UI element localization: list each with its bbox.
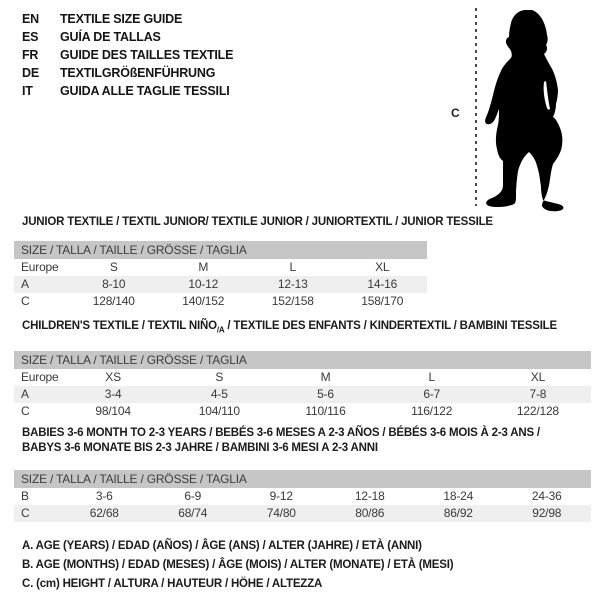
size-cell: 122/128 bbox=[516, 404, 559, 418]
table-row-height bbox=[14, 403, 591, 420]
size-cell: 14-16 bbox=[367, 277, 398, 291]
size-cell: 104/110 bbox=[198, 404, 240, 418]
size-cell: 7-8 bbox=[529, 387, 547, 401]
language-row-de bbox=[22, 64, 233, 82]
size-cell: 18-24 bbox=[443, 489, 474, 503]
row-label: C bbox=[21, 404, 30, 418]
size-cell: 110/116 bbox=[305, 404, 346, 418]
size-cell: 10-12 bbox=[188, 277, 219, 291]
table-row-height bbox=[14, 293, 427, 310]
language-code: IT bbox=[22, 84, 33, 98]
size-cell: 12-18 bbox=[354, 489, 385, 503]
height-measure-label: C bbox=[451, 106, 460, 120]
babies-section bbox=[14, 426, 591, 522]
size-cell: 152/158 bbox=[271, 294, 314, 308]
size-cell: 9-12 bbox=[269, 489, 293, 503]
size-cell: 68/74 bbox=[178, 506, 208, 520]
row-label: C bbox=[21, 506, 30, 520]
size-cell: 3-6 bbox=[95, 489, 113, 503]
footnote-age-months: B. AGE (MONTHS) / EDAD (MESES) / ÂGE (MOIS) / ALTER (MONATE) / ETÀ (MESI) bbox=[22, 559, 454, 571]
children-title-pre: CHILDREN'S TEXTILE / TEXTIL NIÑO bbox=[22, 320, 217, 332]
junior-table-title: JUNIOR TEXTILE / TEXTIL JUNIOR/ TEXTILE JUNIOR / JUNIORTEXTIL / JUNIOR TESSILE bbox=[22, 216, 493, 228]
language-label: GUÍA DE TALLAS bbox=[60, 30, 161, 44]
language-row-es bbox=[22, 28, 233, 46]
children-title-sub: /A bbox=[216, 325, 225, 335]
language-label: GUIDA ALLE TAGLIE TESSILI bbox=[60, 84, 230, 98]
babies-table-title bbox=[22, 426, 591, 456]
size-cell: 24-36 bbox=[531, 489, 562, 503]
size-header-bar: SIZE / TALLA / TAILLE / GRÖSSE / TAGLIA bbox=[14, 351, 591, 369]
size-cell: 80/86 bbox=[355, 506, 385, 520]
children-section bbox=[14, 319, 591, 420]
language-list bbox=[22, 10, 233, 100]
size-cell: L bbox=[289, 260, 296, 274]
babies-title-line1: BABIES 3-6 MONTH TO 2-3 YEARS / BEBÉS 3-6 MESES A 2-3 AÑOS / BÉBÉS 3-6 MOIS À 2-3 ANS / bbox=[22, 427, 540, 439]
size-cell: 98/104 bbox=[95, 404, 131, 418]
language-code: EN bbox=[22, 12, 39, 26]
table-row-height bbox=[14, 505, 591, 522]
language-code: DE bbox=[22, 66, 39, 80]
baby-silhouette-icon bbox=[478, 6, 580, 214]
size-cell: S bbox=[215, 370, 224, 384]
size-cell: 12-13 bbox=[277, 277, 308, 291]
size-cell: 74/80 bbox=[266, 506, 296, 520]
size-cell: M bbox=[198, 260, 209, 274]
language-row-en bbox=[22, 10, 233, 28]
size-header-bar: SIZE / TALLA / TAILLE / GRÖSSE / TAGLIA bbox=[14, 470, 591, 488]
size-cell: 6-9 bbox=[184, 489, 202, 503]
size-cell: 116/122 bbox=[411, 404, 453, 418]
table-row-europe bbox=[14, 369, 591, 386]
footnotes bbox=[22, 537, 453, 594]
size-cell: 86/92 bbox=[443, 506, 473, 520]
language-label: TEXTILGRÖßENFÜHRUNG bbox=[60, 66, 216, 80]
table-row-age bbox=[14, 386, 591, 403]
table-row-age bbox=[14, 276, 427, 293]
language-code: FR bbox=[22, 48, 39, 62]
size-header-bar: SIZE / TALLA / TAILLE / GRÖSSE / TAGLIA bbox=[14, 241, 427, 259]
language-row-it bbox=[22, 82, 233, 100]
size-cell: L bbox=[428, 370, 435, 384]
size-cell: M bbox=[320, 370, 331, 384]
size-cell: 92/98 bbox=[532, 506, 562, 520]
size-cell: 6-7 bbox=[423, 387, 441, 401]
size-cell: S bbox=[109, 260, 118, 274]
babies-title-line2: BABYS 3-6 MONATE BIS 2-3 JAHRE / BAMBINI 3-6 MESI A 2-3 ANNI bbox=[22, 442, 378, 454]
table-row-age-months bbox=[14, 488, 591, 505]
size-cell: 62/68 bbox=[89, 506, 119, 520]
size-cell: XL bbox=[375, 260, 390, 274]
height-measure-dashed-line bbox=[475, 8, 477, 206]
size-cell: 5-6 bbox=[317, 387, 334, 401]
footnote-height: C. (cm) HEIGHT / ALTURA / HAUTEUR / HÖHE / ALTEZZA bbox=[22, 578, 323, 590]
row-label: Europe bbox=[21, 260, 59, 274]
size-cell: XL bbox=[530, 370, 546, 384]
row-label: Europe bbox=[21, 370, 59, 384]
row-label: C bbox=[21, 294, 30, 308]
size-cell: 158/170 bbox=[361, 294, 404, 308]
footnote-age-years: A. AGE (YEARS) / EDAD (AÑOS) / ÂGE (ANS) / ALTER (JAHRE) / ETÀ (ANNI) bbox=[22, 540, 422, 552]
row-label: B bbox=[21, 489, 29, 503]
row-label: A bbox=[21, 387, 29, 401]
row-label: A bbox=[21, 277, 29, 291]
size-cell: 8-10 bbox=[102, 277, 126, 291]
children-title-post: / TEXTILE DES ENFANTS / KINDERTEXTIL / BAMBINI TESSILE bbox=[224, 320, 557, 332]
size-cell: 4-5 bbox=[210, 387, 228, 401]
babies-table bbox=[14, 470, 591, 522]
language-label: GUIDE DES TAILLES TEXTILE bbox=[60, 48, 234, 62]
size-cell: XS bbox=[105, 370, 121, 384]
table-row-europe bbox=[14, 259, 427, 276]
language-label: TEXTILE SIZE GUIDE bbox=[60, 12, 183, 26]
junior-table bbox=[14, 241, 427, 310]
size-cell: 140/152 bbox=[182, 294, 225, 308]
language-code: ES bbox=[22, 30, 39, 44]
size-cell: 3-4 bbox=[104, 387, 122, 401]
size-cell: 128/140 bbox=[92, 294, 135, 308]
language-row-fr bbox=[22, 46, 233, 64]
children-table-title bbox=[22, 319, 591, 333]
children-table bbox=[14, 351, 591, 420]
junior-section bbox=[14, 215, 493, 310]
